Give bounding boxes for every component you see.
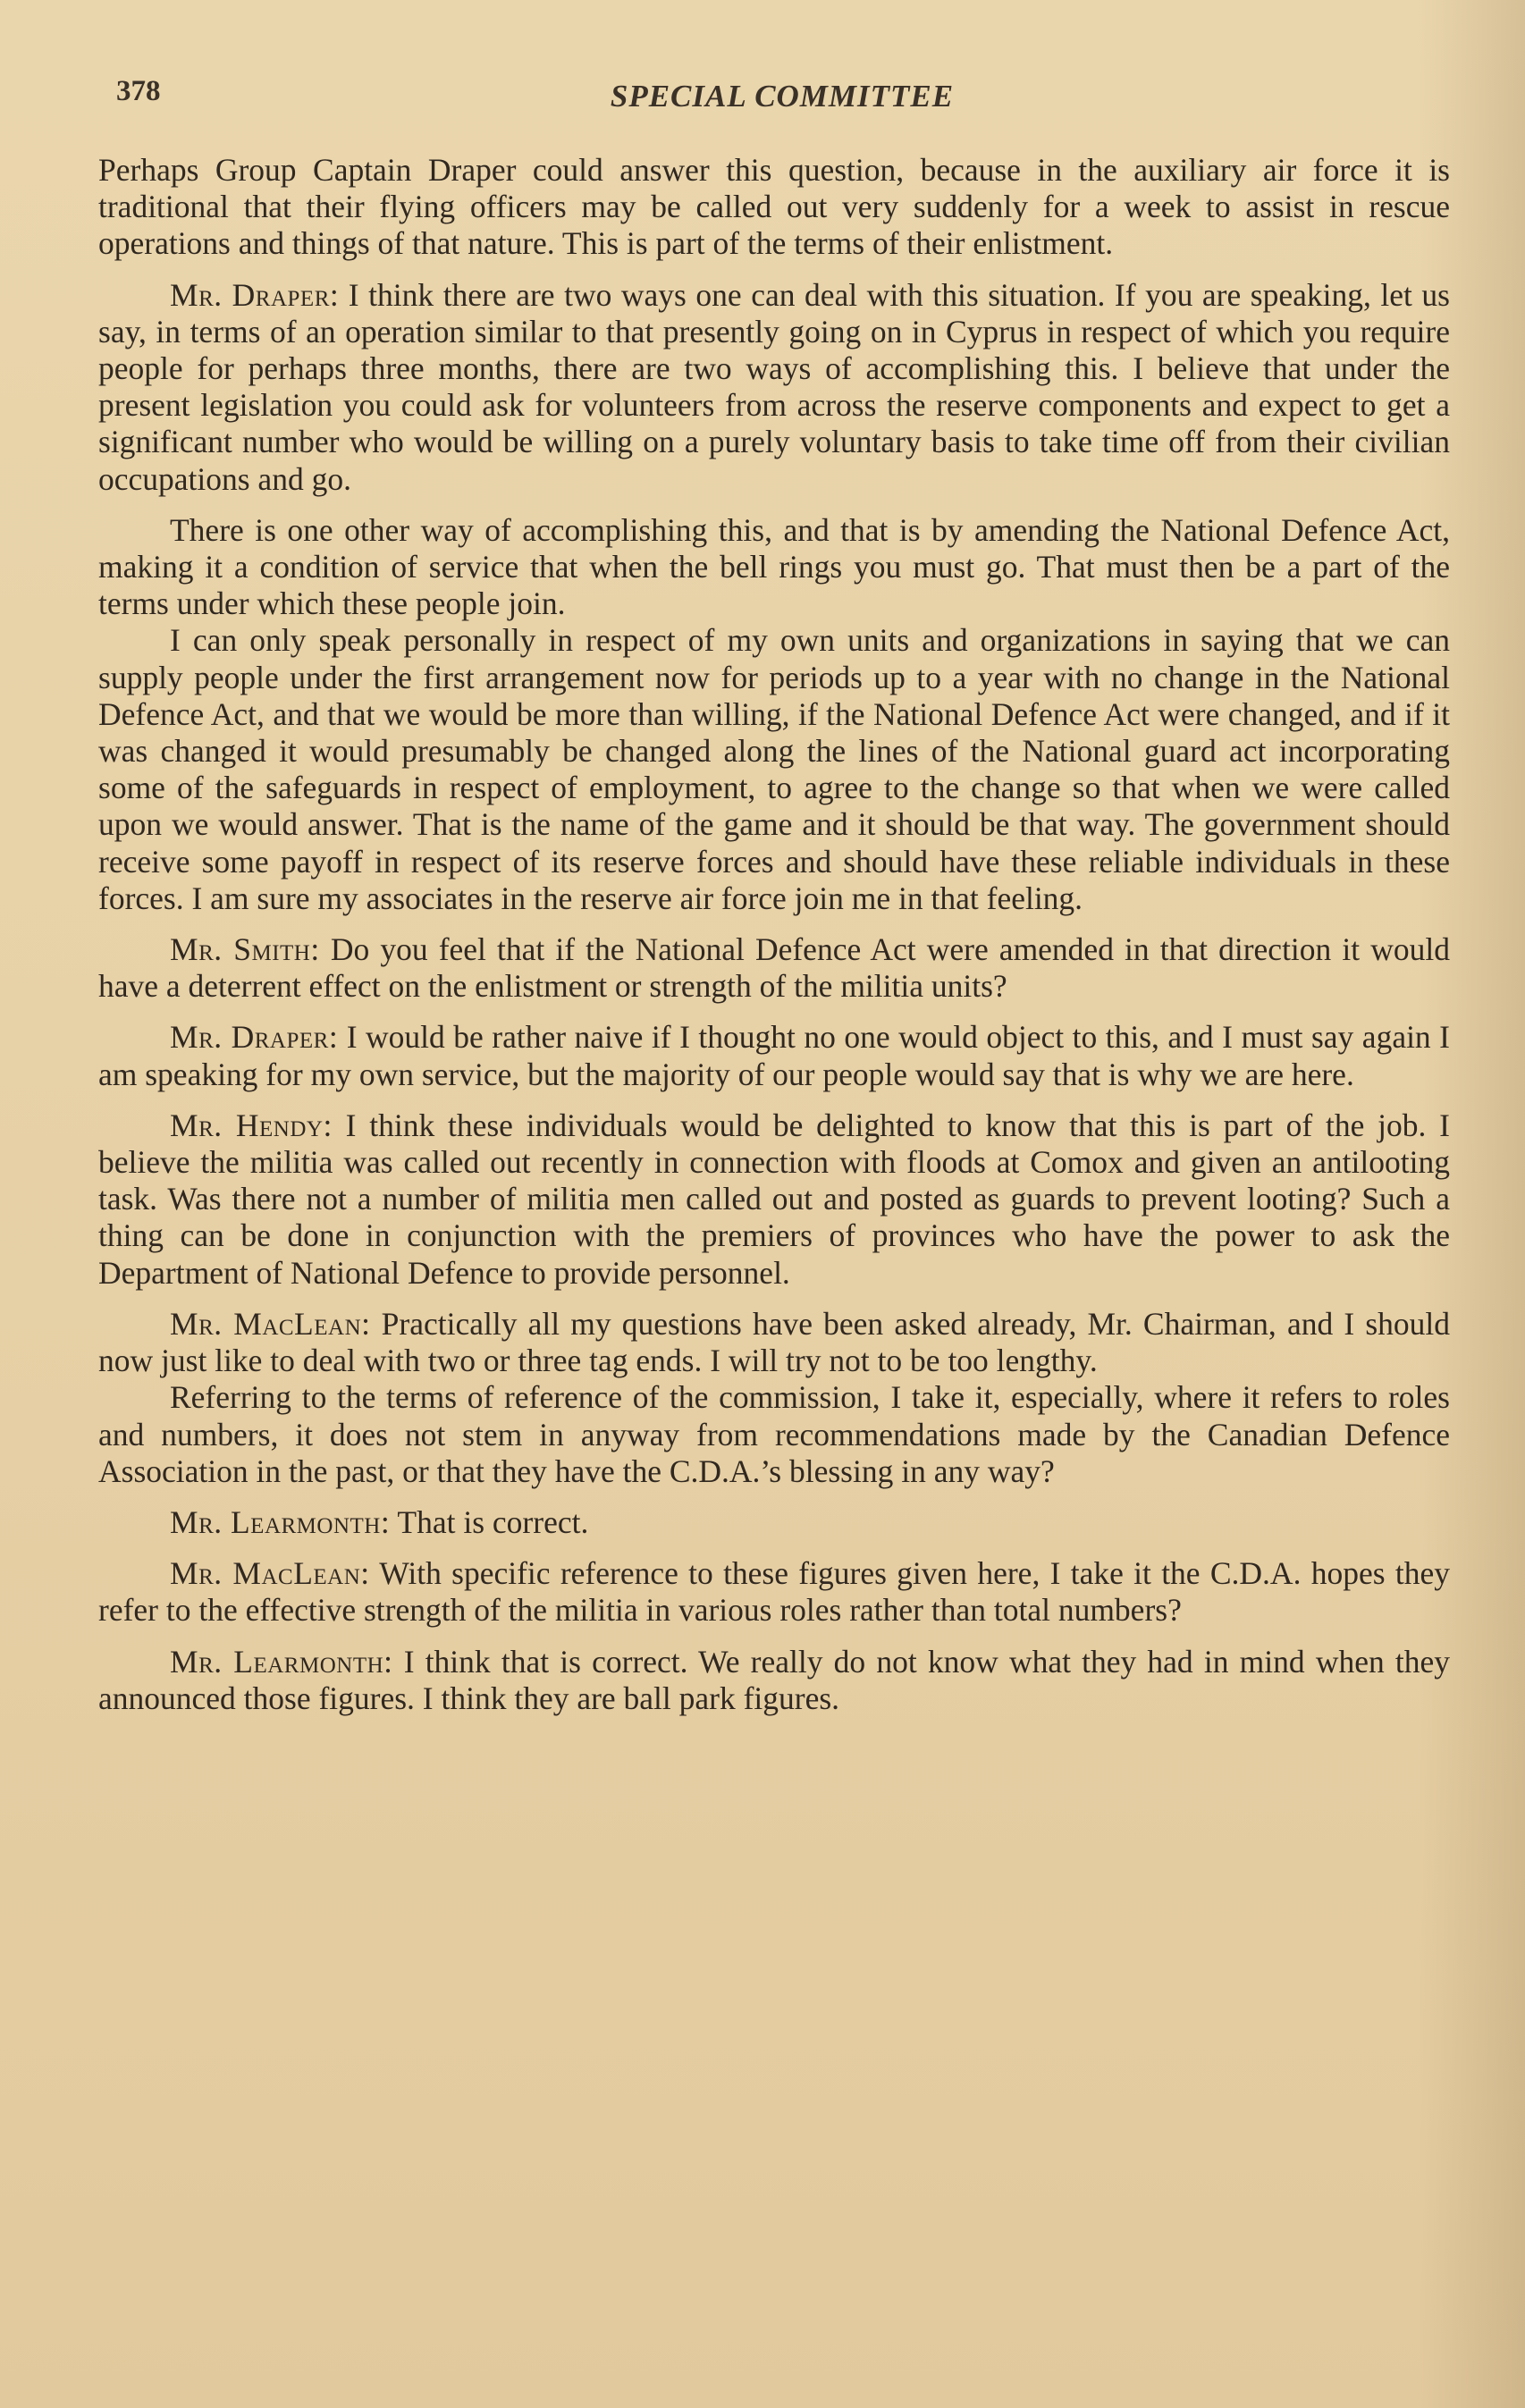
paragraph-text: I think these individuals would be delighted to know that this is part of the job. I believe the militia was called out recently in connection with floods at Comox and given an antilooting task. Was there not a number of militia men called out and posted as guards to prevent looting? Such a thing can be done in conjunction with the premiers of provinces who have the power to ask the Department of National Defence to provide personnel. bbox=[98, 1107, 1450, 1291]
paragraph bbox=[98, 512, 1450, 623]
paragraph bbox=[98, 1644, 1450, 1717]
speaker-name: Mr. MacLean: bbox=[170, 1305, 371, 1342]
paragraph bbox=[98, 1306, 1450, 1379]
paragraph-text: That is correct. bbox=[390, 1503, 589, 1540]
body-text bbox=[98, 152, 1450, 1717]
paragraph-text: I would be rather naive if I thought no one would object to this, and I must say again I am speaking for my own service, but the majority of our people would say that is why we are here. bbox=[98, 1019, 1451, 1092]
speaker-name: Mr. Learmonth: bbox=[170, 1643, 393, 1680]
speaker-name: Mr. Draper: bbox=[170, 276, 340, 313]
paragraph bbox=[98, 931, 1450, 1005]
paragraph-text: I can only speak personally in respect of my own units and organizations in saying that we can supply people under the first arrangement now for periods up to a year with no change in the National Defence Act, and that we would be more than willing, if the National Defence Act were changed, and if it was changed it would presumably be changed along the lines of the National guard act incorporating some of the safeguards in respect of employment, to agree to the change so that when we were called upon we would answer. That is the name of the game and it should be that way. The government should receive some payoff in respect of its reserve forces and should have these reliable individuals in these forces. I am sure my associates in the reserve air force join me in that feeling. bbox=[98, 622, 1450, 916]
speaker-name: Mr. MacLean: bbox=[170, 1555, 370, 1592]
speaker-name: Mr. Smith: bbox=[170, 931, 320, 968]
page-header bbox=[116, 75, 1448, 129]
paragraph bbox=[98, 1504, 1450, 1541]
paragraph-text: With specific reference to these figures given here, I take it the C.D.A. hopes they refer to the effective strength of the militia in various roles rather than total numbers? bbox=[98, 1555, 1450, 1629]
paragraph bbox=[98, 1379, 1450, 1490]
speaker-name: Mr. Learmonth: bbox=[170, 1503, 391, 1540]
speaker-name: Mr. Hendy: bbox=[170, 1107, 333, 1143]
paragraph bbox=[98, 277, 1450, 498]
paragraph-text: I think there are two ways one can deal with this situation. If you are speaking, let us say, in terms of an operation similar to that presently going on in Cyprus in respect of which you require people for perhaps three months, there are two ways of accomplishing this. I believe that under the present legislation you could ask for volunteers from across the reserve components and expect to get a significant number who would be willing on a purely voluntary basis to take time off from their civilian occupations and go. bbox=[98, 276, 1450, 497]
running-head: SPECIAL COMMITTEE bbox=[610, 79, 955, 114]
speaker-name: Mr. Draper: bbox=[170, 1019, 339, 1056]
paragraph bbox=[98, 1019, 1450, 1092]
paragraph-text: Practically all my questions have been asked already, Mr. Chairman, and I should now just like to deal with two or three tag ends. I will try not to be too lengthy. bbox=[98, 1305, 1450, 1379]
paragraph-text: Referring to the terms of reference of the commission, I take it, especially, where it refers to roles and numbers, it does not stem in anyway from recommendations made by the Canadian Defence Association in the past, or that they have the C.D.A.’s blessing in any way? bbox=[98, 1379, 1450, 1489]
paragraph bbox=[98, 622, 1450, 917]
paragraph bbox=[98, 152, 1450, 263]
paragraph bbox=[98, 1107, 1450, 1292]
paragraph-text: I think that is correct. We really do not know what they had in mind when they announced those figures. I think they are ball park figures. bbox=[98, 1643, 1451, 1716]
paragraph-text: Perhaps Group Captain Draper could answer this question, because in the auxiliary air force it is traditional that their flying officers may be called out very suddenly for a week to assist in rescue operations and things of that nature. This is part of the terms of their enlistment. bbox=[98, 152, 1450, 262]
paragraph-text: There is one other way of accomplishing this, and that is by amending the National Defence Act, making it a condition of service that when the bell rings you must go. That must then be a part of the terms under which these people join. bbox=[98, 511, 1450, 622]
paragraph-text: Do you feel that if the National Defence Act were amended in that direction it would have a deterrent effect on the enlistment or strength of the militia units? bbox=[98, 931, 1450, 1005]
paragraph bbox=[98, 1555, 1450, 1629]
page-number: 378 bbox=[116, 75, 161, 107]
